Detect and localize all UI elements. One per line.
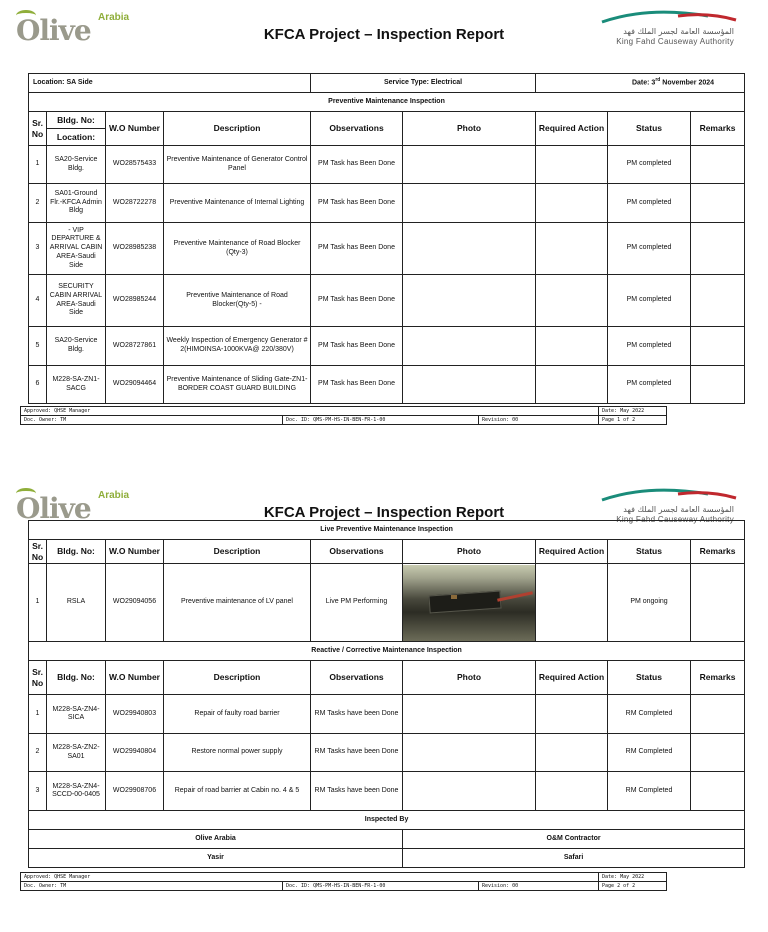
section-title-live: Live Preventive Maintenance Inspection [29,521,745,540]
section-title-reactive: Reactive / Corrective Maintenance Inspection [29,642,745,661]
company-right: O&M Contractor [403,830,745,849]
service-type-label: Service Type: Electrical [311,74,536,93]
company-row [29,830,745,849]
header-row [29,112,745,129]
col-required-action: Required Action [536,112,608,146]
document-footer: Approved: QHSE Manager Date: May 2022 Doc. Owner: TM Doc. ID: QMS-PM-HS-IN-BEN-FR-1-00 Revision: 00 Page 2 of 2 [20,872,667,891]
inspector-right: Safari [403,849,745,868]
table-row: 1 SA20-Service Bldg. WO28575433 Preventive Maintenance of Generator Control Panel PM Task has Been Done PM completed [29,146,745,184]
inspector-left: Yasir [29,849,403,868]
olive-arabia-logo: Olive Arabia [16,490,130,525]
live-and-reactive-table [28,520,745,868]
col-sr: Sr. No [29,112,47,146]
olive-arabia-logo: Olive Arabia [16,12,130,47]
info-row [29,74,745,93]
report-page-2 [0,478,768,889]
table-row: 2 M228-SA-ZN2-SA01 WO29940804 Restore normal power supply RM Tasks have been Done RM Completed [29,734,745,772]
table-row: 4 SECURITY CABIN ARRIVAL AREA-Saudi Side WO28985244 Preventive Maintenance of Road Blocker(Qty-5) - PM Task has Been Done PM completed [29,275,745,327]
table-row: 3 M228-SA-ZN4-SCCD-00-0405 WO29908706 Repair of road barrier at Cabin no. 4 & 5 RM Tasks have been Done RM Completed [29,772,745,811]
lv-panel-photo [403,565,535,641]
section-title-row [29,93,745,112]
report-page-1 [0,0,768,423]
col-description: Description [164,112,311,146]
section-title-row [29,642,745,661]
section-title-row [29,521,745,540]
table-row: 3 - VIP DEPARTURE & ARRIVAL CABIN AREA-Saudi Side WO28985238 Preventive Maintenance of Road Blocker (Qty-3) PM Task has Been Done PM completed [29,223,745,275]
kfca-logo: المؤسسة العامة لجسر الملك فهد King Fahd Causeway Authority [598,8,744,48]
table-row: 1 RSLA WO29094056 Preventive maintenance of LV panel Live PM Performing PM ongoing [29,564,745,642]
page-title: KFCA Project – Inspection Report [263,26,505,43]
header-row: Sr. No Bldg. No: W.O Number Description Observations Photo Required Action Status Remarks [29,540,745,564]
col-bldg: Bldg. No: [47,112,106,129]
inspected-by-label: Inspected By [29,811,745,830]
location-label: Location: SA Side [29,74,311,93]
table-row: 2 SA01-Ground Flr.-KFCA Admin Bldg WO28722278 Preventive Maintenance of Internal Lighting PM Task has Been Done PM completed [29,184,745,223]
col-remarks: Remarks [691,112,745,146]
page-header [0,0,768,60]
document-footer: Approved: QHSE Manager Date: May 2022 Doc. Owner: TM Doc. ID: QMS-PM-HS-IN-BEN-FR-1-00 Revision: 00 Page 1 of 2 [20,406,667,425]
col-status: Status [608,112,691,146]
col-observations: Observations [311,112,403,146]
kfca-logo: المؤسسة العامة لجسر الملك فهد King Fahd Causeway Authority [598,486,744,526]
report-date: Date: 3rd November 2024 [536,74,745,93]
header-row: Sr. No Bldg. No: W.O Number Description Observations Photo Required Action Status Remarks [29,661,745,695]
company-left: Olive Arabia [29,830,403,849]
table-row: 5 SA20-Service Bldg. WO28727861 Weekly Inspection of Emergency Generator # 2(HIMOINSA-1000KVA@ 220/380V) PM Task has Been Done PM completed [29,327,745,366]
col-wo: W.O Number [106,112,164,146]
pm-inspection-table [28,73,745,404]
section-title: Preventive Maintenance Inspection [29,93,745,112]
page-title: KFCA Project – Inspection Report [263,504,505,521]
table-row: 6 M228-SA-ZN1-SACG WO29094464 Preventive Maintenance of Sliding Gate-ZN1-BORDER COAST GUARD BUILDING PM Task has Been Done PM completed [29,366,745,404]
inspector-row [29,849,745,868]
inspected-by-row [29,811,745,830]
col-location: Location: [47,129,106,146]
col-photo: Photo [403,112,536,146]
table-row: 1 M228-SA-ZN4-SICA WO29940803 Repair of faulty road barrier RM Tasks have been Done RM Completed [29,695,745,734]
